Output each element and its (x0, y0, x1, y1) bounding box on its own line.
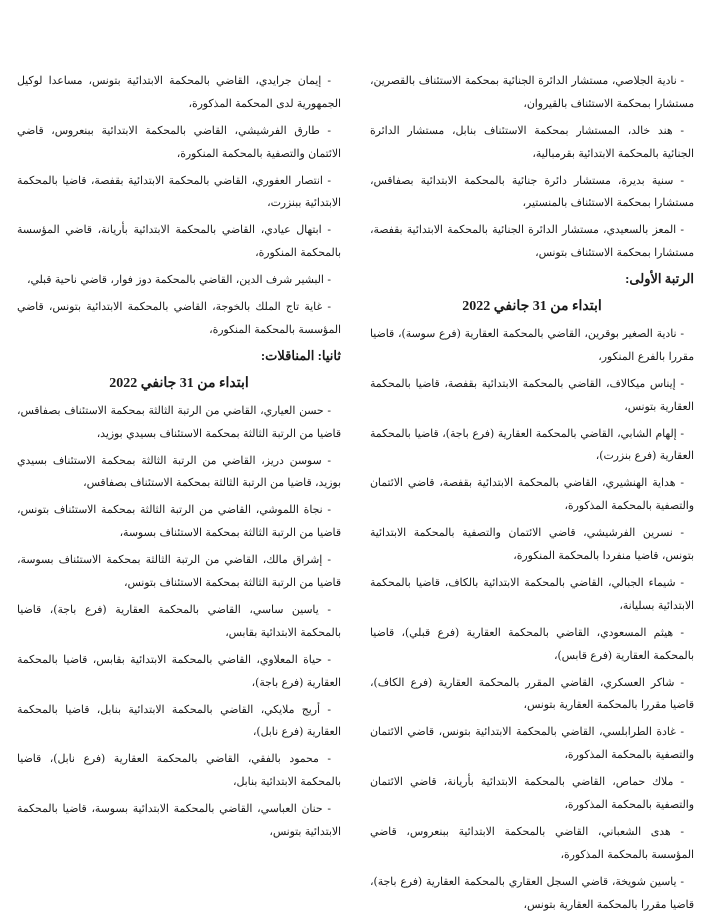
entry: - سوسن دريز، القاضي من الرتبة الثالثة بمحكمة الاستئناف بسيدي بوزيد، قاضيا من الرتبة الثالثة بمحكمة الاستئناف بصفاقس، (17, 453, 341, 490)
left-column (17, 70, 341, 899)
entry: - المعز بالسعيدي، مستشار الدائرة الجنائية بالمحكمة الابتدائية بقفصة، مستشارا بمحكمة الاستئناف بتونس، (370, 223, 694, 260)
entry: - نسرين الفرشيشي، قاضي الائتمان والتصفية بالمحكمة الابتدائية بتونس، قاضيا منفردا بالمحكمة المنكورة، (370, 526, 694, 563)
section-heading-first-rank: الرتبة الأولى: (625, 271, 694, 287)
entry: - هند خالد، المستشار بمحكمة الاستئناف بنابل، مستشار الدائرة الجنائية بالمحكمة الابتدائية بقرمبالية، (370, 123, 694, 160)
entry: - محمود بالفقي، القاضي بالمحكمة العقارية (فرع نابل)، قاضيا بالمحكمة الابتدائية بنابل، (17, 752, 341, 789)
entry: - البشير شرف الدين، القاضي بالمحكمة دوز فوار، قاضي ناحية قبلي، (26, 273, 331, 287)
entry: - إلهام الشابي، القاضي بالمحكمة العقارية (فرع باجة)، قاضيا بالمحكمة العقارية (فرع بنزرت)، (370, 426, 694, 463)
entry: - إيناس ميكالاف، القاضي بالمحكمة الابتدائية بقفصة، قاضيا بالمحكمة العقارية بتونس، (370, 376, 694, 413)
entry: - نجاة اللموشي، القاضي من الرتبة الثالثة بمحكمة الاستئناف بتونس، قاضيا من الرتبة الثالثة بمحكمة الاستئناف بسوسة، (17, 503, 341, 540)
entry: - حنان العباسي، القاضي بالمحكمة الابتدائية بسوسة، قاضيا بالمحكمة الابتدائية بتونس، (17, 802, 341, 838)
entry: - ابتهال عيادي، القاضي بالمحكمة الابتدائية بأريانة، قاضي المؤسسة بالمحكمة المنكورة، (17, 223, 341, 260)
entry: - سنية بديرة، مستشار دائرة جنائية بالمحكمة الابتدائية بصفاقس، مستشارا بمحكمة الاستئناف بالمنستير، (370, 173, 694, 210)
entry: - طارق الفرشيشي، القاضي بالمحكمة الابتدائية ببنعروس، قاضي الائتمان والتصفية بالمحكمة المنكورة، (17, 123, 341, 160)
entry: - ياسين ساسي، القاضي بالمحكمة العقارية (فرع باجة)، قاضيا بالمحكمة الابتدائية بقابس، (17, 603, 341, 639)
effective-date-heading: ابتداء من 31 جانفي 2022 (109, 375, 249, 391)
entry: - ياسين شويخة، قاضي السجل العقاري بالمحكمة العقارية (فرع باجة)، قاضيا مقررا بالمحكمة العقارية بتونس، (370, 874, 694, 911)
effective-date-heading: ابتداء من 31 جانفي 2022 (462, 299, 602, 315)
entry: - نادية الجلاصي، مستشار الدائرة الجنائية بمحكمة الاستئناف بالقصرين، مستشارا بمحكمة الاستئناف بالقيروان، (370, 74, 694, 110)
entry: - هدى الشعباني، القاضي بالمحكمة الابتدائية ببنعروس، قاضي المؤسسة بالمحكمة المذكورة، (370, 824, 694, 861)
entry: - إشراق مالك، القاضي من الرتبة الثالثة بمحكمة الاستئناف بسوسة، قاضيا من الرتبة الثالثة بمحكمة الاستئناف بتونس، (17, 553, 341, 590)
entry: - شاكر العسكري، القاضي المقرر بالمحكمة العقارية (فرع الكاف)، قاضيا مقررا بالمحكمة العقارية بتونس، (370, 675, 694, 712)
entry: - حسن العياري، القاضي من الرتبة الثالثة بمحكمة الاستئناف بصفاقس، قاضيا من الرتبة الثالثة بمحكمة الاستئناف بسيدي بوزيد، (17, 403, 341, 440)
section-heading-transfers: ثانيا: المناقلات: (260, 347, 341, 363)
entry: - ملاك حماص، القاضي بالمحكمة الابتدائية بأريانة، قاضي الائتمان والتصفية بالمحكمة المذكورة، (370, 775, 694, 811)
entry: - غاية تاج الملك بالخوجة، القاضي بالمحكمة الابتدائية بتونس، قاضي المؤسسة بالمحكمة المنكورة، (17, 300, 341, 336)
entry: - حياة المعلاوي، القاضي بالمحكمة الابتدائية بقابس، قاضيا بالمحكمة العقارية (فرع باجة)، (17, 652, 341, 689)
entry: - شيماء الجبالي، القاضي بالمحكمة الابتدائية بالكاف، قاضيا بالمحكمة الابتدائية بسليانة، (370, 576, 694, 612)
entry: - إيمان جرايدي، القاضي بالمحكمة الابتدائية بتونس، مساعدا لوكيل الجمهورية لدى المحكمة المذكورة، (17, 74, 341, 110)
entry: - غادة الطرابلسي، القاضي بالمحكمة الابتدائية بتونس، قاضي الائتمان والتصفية بالمحكمة المذكورة، (370, 725, 694, 762)
entry: - أريج ملايكي، القاضي بالمحكمة الابتدائية بنابل، قاضيا بالمحكمة العقارية (فرع نابل)، (17, 702, 341, 739)
entry: - هداية الهنشيري، القاضي بالمحكمة الابتدائية بقفصة، قاضي الائتمان والتصفية بالمحكمة المذكورة، (370, 476, 694, 513)
right-column (370, 70, 694, 911)
entry: - هيثم المسعودي، القاضي بالمحكمة العقارية (فرع قبلي)، قاضيا بالمحكمة العقارية (فرع قابس)، (370, 625, 694, 662)
entry: - انتصار العفوري، القاضي بالمحكمة الابتدائية بقفصة، قاضيا بالمحكمة الابتدائية ببنزرت، (17, 173, 341, 210)
entry: - نادية الصغير بوقرين، القاضي بالمحكمة العقارية (فرع سوسة)، قاضيا مقررا بالفرع المنكور، (370, 327, 694, 363)
